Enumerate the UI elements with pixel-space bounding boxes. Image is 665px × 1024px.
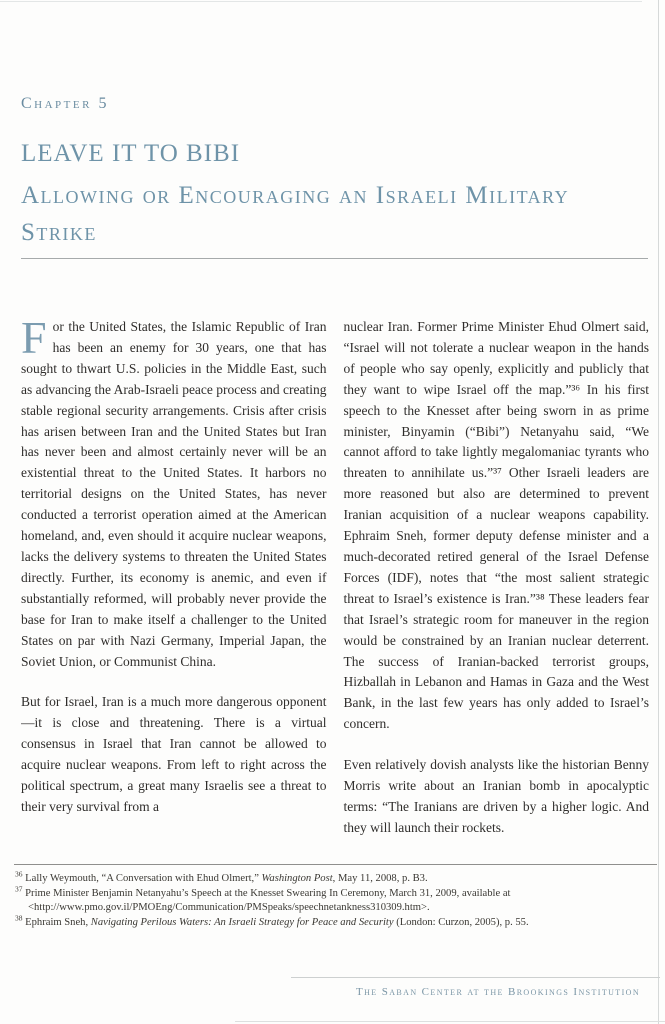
footnote-36 bbox=[15, 869, 651, 887]
footer-divider-rule bbox=[291, 977, 660, 978]
footnote-38 bbox=[15, 913, 651, 931]
paragraph-1-text: or the United States, the Islamic Republic of Iran has been an enemy for 30 years, one that has sought to thwart U.S. policies in the Middle East, such as advancing the Arab-Israeli peace process and creating stable regional security arrangements. Crisis after crisis has arisen between Iran and the United States but Iran has never been and almost certainly never will be an existential threat to the United States. It harbors no territorial designs on the United States, has never conducted a terrorist operation aimed at the American homeland, and, even should it acquire nuclear weapons, lacks the delivery systems to threaten the United States directly. Further, its economy is anemic, and even if substantially reformed, will probably never provide the base for Iran to make itself a challenger to the United States on par with Nazi Germany, Imperial Japan, the Soviet Union, or Communist China. bbox=[21, 319, 327, 669]
right-column bbox=[344, 317, 650, 865]
scan-edge-right bbox=[658, 0, 659, 1024]
paragraph-2: But for Israel, Iran is a much more dangerous opponent—it is close and threatening. There is a virtual consensus in Israel that Iran cannot be allowed to acquire nuclear weapons. From left to right across the political spectrum, a great many Israelis see a threat to their very survival from a bbox=[21, 694, 327, 814]
left-column bbox=[21, 317, 327, 865]
paragraph-4: Even relatively dovish analysts like the historian Benny Morris write about an Iranian bomb in apocalyptic terms: “The Iranians are driven by a higher logic. And they will launch their rockets. bbox=[343, 757, 649, 835]
paragraph-3: nuclear Iran. Former Prime Minister Ehud Olmert said, “Israel will not tolerate a nuclear weapon in the hands of people who say openly, explicitly and publicly that they want to wipe Israel off the map.”³⁶ In his first speech to the Knesset after being sworn in as prime minister, Binyamin (“Bibi”) Netanyahu said, “We cannot afford to take lightly megalomaniac tyrants who threaten to annihilate us.”³⁷ Other Israeli leaders are more reasoned but also are determined to prevent Iranian acquisition of a nuclear weapons capability. Ephraim Sneh, former deputy defense minister and a much-decorated retired general of the Israel Defense Forces (IDF), notes that “the most salient strategic threat to Israel’s existence is Iran.”³⁸ These leaders fear that Israel’s strategic room for maneuver in the region would be constrained by an Iranian nuclear deterrent. The success of Iranian-backed terrorist groups, Hizballah in Lebanon and Hamas in Gaza and the West Bank, in the last few years has only added to Israel’s concern. bbox=[343, 319, 649, 732]
footnote-37-text: Prime Minister Benjamin Netanyahu’s Speech at the Knesset Swearing In Ceremony, March 31, 2009, available at <http://www.pmo.gov.il/PMOEng/Communication/PMSpeaks/speechnetankness310309.htm>. bbox=[25, 887, 511, 914]
scan-edge-bottom bbox=[235, 1021, 665, 1022]
title-divider-rule bbox=[21, 258, 648, 259]
footnote-37 bbox=[15, 884, 651, 916]
footnote-36-text-end: , May 11, 2008, p. B3. bbox=[332, 873, 428, 884]
footnote-36-text: Lally Weymouth, “A Conversation with Ehud Olmert,” bbox=[25, 873, 262, 884]
page-title: LEAVE IT TO BIBI bbox=[21, 140, 241, 167]
page-subtitle-line1: Allowing or Encouraging an Israeli Military bbox=[21, 182, 570, 209]
dropcap-letter: F bbox=[21, 317, 47, 363]
footnote-38-text: Ephraim Sneh, bbox=[25, 916, 91, 928]
footnote-36-marker: 36 bbox=[15, 869, 23, 879]
page-subtitle bbox=[21, 177, 645, 251]
scan-edge-top bbox=[0, 1, 642, 2]
paragraph-1 bbox=[21, 317, 327, 672]
footnote-38-marker: 38 bbox=[15, 913, 23, 923]
chapter-header bbox=[21, 95, 645, 251]
body-columns bbox=[21, 317, 649, 865]
footnote-38-italic-title: Navigating Perilous Waters: An Israeli Strategy for Peace and Security bbox=[90, 916, 394, 928]
footnote-37-marker: 37 bbox=[15, 884, 23, 894]
running-footer: The Saban Center at the Brookings Institution bbox=[356, 986, 640, 998]
footnote-38-text-end: (London: Curzon, 2005), p. 55. bbox=[393, 916, 529, 928]
footnotes bbox=[15, 869, 651, 930]
footnote-divider-rule bbox=[14, 864, 657, 865]
footnote-36-italic-title: Washington Post bbox=[261, 873, 333, 884]
chapter-label: Chapter 5 bbox=[21, 95, 109, 112]
page-subtitle-line2: Strike bbox=[21, 219, 97, 246]
